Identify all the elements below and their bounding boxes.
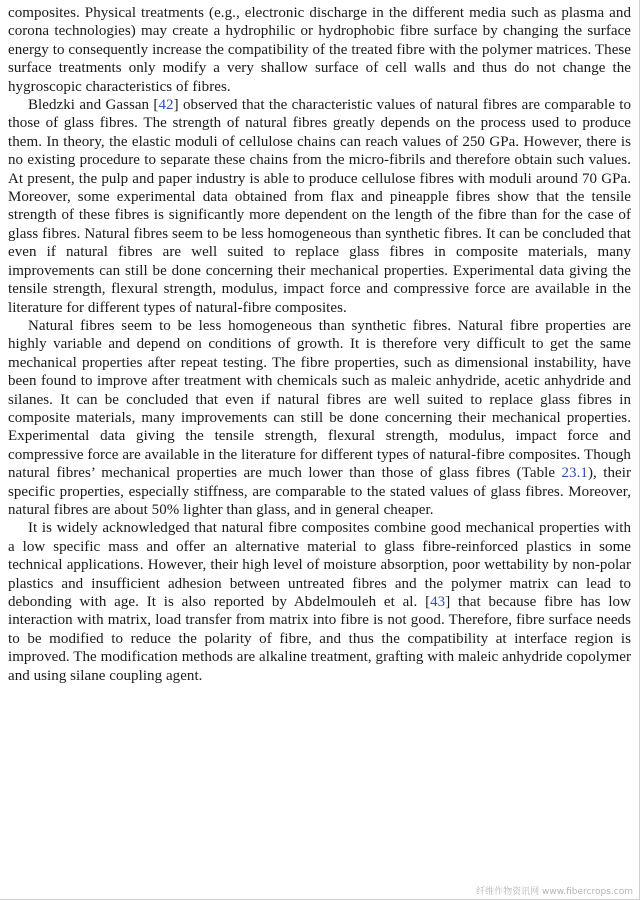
paragraph bbox=[8, 519, 631, 685]
citation-link[interactable]: 43 bbox=[430, 594, 446, 610]
paragraph-text: It is widely acknowledged that natural fibre composites combine good mechanical properties with a low specific mass and offer an alternative material to glass fibre-reinforced plastics in some technical applications. However, their high level of moisture absorption, poor wettability by non-polar plastics and insufficient adhesion between untreated fibres and the polymer matrix can lead to debonding with age. It is also reported by Abdelmouleh et al. [ bbox=[8, 520, 631, 610]
citation-link[interactable]: 23.1 bbox=[561, 465, 588, 482]
paragraph bbox=[8, 96, 631, 317]
paragraph-text: ] observed that the characteristic values of natural fibres are comparable to those of glass fibres. The strength of natural fibres greatly depends on the process used to produce them. In theory, the elastic moduli of cellulose chains can reach values of 250 GPa. However, there is no existing procedure to separate these chains from the micro-fibrils and therefore obtain such values. At present, the pulp and paper industry is able to produce cellulose fibres with moduli around 70 GPa. Moreover, some experimental data obtained from flax and pineapple fibres show that the tensile strength of these fibres is significantly more dependent on the length of the fibre than for the case of glass fibres. Natural fibres seem to be less homogeneous than synthetic fibres. It can be concluded that even if natural fibres are well suited to replace glass fibres in composite materials, many improvements can still be done concerning their mechanical properties. Experimental data giving the tensile strength, flexural strength, modulus, impact force and compressive force are available in the literature for different types of natural-fibre composites. bbox=[8, 97, 631, 316]
paragraph bbox=[8, 317, 631, 519]
paragraph-text: ), their specific properties, especially stiffness, are comparable to the stated values of glass fibres. Moreover, natural fibres are about 50% lighter than glass, and in general cheaper. bbox=[8, 465, 631, 518]
paragraph-text: composites. Physical treatments (e.g., electronic discharge in the different media such as plasma and corona technologies) may create a hydrophilic or hydrophobic fibre surface by changing the surface energy to consequently increase the compatibility of the treated fibre with the polymer matrices. These surface treatments only modify a very shallow surface of cell walls and thus do not change the hygroscopic characteristics of fibres. bbox=[8, 5, 631, 95]
body-text bbox=[8, 4, 631, 685]
citation-link[interactable]: 42 bbox=[158, 97, 174, 114]
paragraph-text: Natural fibres seem to be less homogeneous than synthetic fibres. Natural fibre properties are highly variable and depend on conditions of growth. It is therefore very difficult to get the same mechanical properties after repeat testing. The fibre properties, such as dimensional instability, have been found to improve after treatment with chemicals such as maleic anhydride, acetic anhydride and silanes. It can be concluded that even if natural fibres are well suited to replace glass fibres in composite materials, many improvements can still be done concerning their mechanical properties. Experimental data giving the tensile strength, flexural strength, modulus, impact force and compressive force are available in the literature for different types of natural-fibre composites. Though natural fibres’ mechanical properties are much lower than those of glass fibres (Table bbox=[8, 317, 631, 482]
paragraph-text: Bledzki and Gassan [ bbox=[28, 97, 159, 114]
site-watermark: 纤维作物资讯网 www.fibercrops.com bbox=[476, 887, 633, 897]
paragraph-text: ] that because fibre has low interaction with matrix, load transfer from matrix into fibre is not good. Therefore, fibre surface needs to be modified to reduce the polarity of fibre, and thus the compatibility at interface region is improved. The modification methods are alkaline treatment, grafting with maleic anhydride copolymer and using silane coupling agent. bbox=[8, 594, 631, 684]
paragraph bbox=[8, 4, 631, 96]
